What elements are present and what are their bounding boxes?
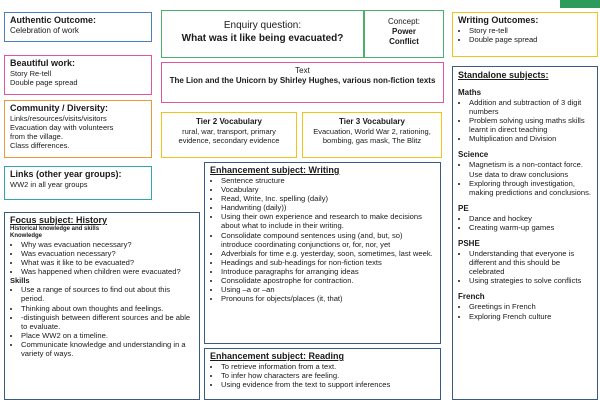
- text-label: Text: [295, 66, 310, 75]
- reading-item: • Using evidence from the text to support inferences: [221, 380, 435, 389]
- enquiry-box: [161, 10, 364, 58]
- writing-title: Enhancement subject: Writing: [210, 165, 340, 175]
- knowledge-item: • Why was evacuation necessary?: [21, 240, 194, 249]
- french-item: • Greetings in French: [469, 302, 592, 311]
- writing-item: • Pronouns for objects/places (it, that): [221, 294, 435, 303]
- skills-item: • -distinguish between different sources and be able to evaluate.: [21, 313, 194, 331]
- authentic-outcome-box: [4, 12, 152, 42]
- pshe-item: • Understanding that everyone is different and this should be celebrated: [469, 249, 592, 276]
- writing-item: • Adverbials for time e.g. yesterday, soon, sometimes, last week.: [221, 249, 435, 258]
- maths-item: • Addition and subtraction of 3 digit numbers: [469, 98, 592, 116]
- skills-item: • Communicate knowledge and understanding in a variety of ways.: [21, 340, 194, 358]
- standalone-box: [452, 66, 598, 400]
- writing-outcome-item: • Story re-tell: [469, 26, 592, 35]
- tier2-text: rural, war, transport, primary evidence, secondary evidence: [178, 127, 280, 145]
- text-box: [161, 62, 444, 103]
- links-box: [4, 166, 152, 200]
- science-title: Science: [458, 150, 489, 160]
- writing-item: • Consolidate apostrophe for contraction.: [221, 276, 435, 285]
- beautiful-work-box: [4, 55, 152, 95]
- writing-item: • Handwriting (daily)): [221, 203, 435, 212]
- concept-label: Concept:: [387, 17, 421, 26]
- concept-item-conflict: Conflict: [389, 37, 419, 46]
- pe-item: • Creating warm-up games: [469, 223, 592, 232]
- reading-item: • To retrieve information from a text.: [221, 362, 435, 371]
- tier2-title: Tier 2 Vocabulary: [196, 117, 262, 126]
- community-line: Evacuation day with volunteers: [10, 123, 114, 132]
- school-logo: [560, 0, 600, 8]
- tier3-vocabulary-box: [302, 112, 442, 158]
- pshe-item: • Using strategies to solve conflicts: [469, 276, 592, 285]
- writing-item: • Read, Write, Inc. spelling (daily): [221, 194, 435, 203]
- skills-item: • Thinking about own thoughts and feelings.: [21, 304, 194, 313]
- science-item: • Magnetism is a non-contact force. Use data to draw conclusions: [469, 160, 592, 178]
- maths-title: Maths: [458, 88, 482, 97]
- skills-item: • Place WW2 on a timeline.: [21, 331, 194, 340]
- writing-outcomes-title: Writing Outcomes:: [458, 15, 539, 25]
- knowledge-item: • Was evacuation necessary?: [21, 249, 194, 258]
- text-content: The Lion and the Unicorn by Shirley Hughes, various non-fiction texts: [169, 76, 436, 85]
- reading-title: Enhancement subject: Reading: [210, 351, 345, 361]
- beautiful-work-line: Double page spread: [10, 78, 78, 87]
- enquiry-label: Enquiry question:: [223, 20, 302, 31]
- beautiful-work-line: Story Re-tell: [10, 69, 52, 78]
- skills-item: • Use a range of sources to find out about this period.: [21, 285, 194, 303]
- focus-title: Focus subject: History: [10, 215, 108, 225]
- tier2-vocabulary-box: [161, 112, 297, 158]
- community-line: Links/resources/visits/visitors: [10, 114, 107, 123]
- links-title: Links (other year groups):: [10, 169, 122, 179]
- authentic-outcome-text: Celebration of work: [10, 26, 79, 35]
- french-item: • Exploring French culture: [469, 312, 592, 321]
- tier3-title: Tier 3 Vocabulary: [339, 117, 405, 126]
- writing-item: • Headings and sub-headings for non-fiction texts: [221, 258, 435, 267]
- writing-item: • Sentence structure: [221, 176, 435, 185]
- standalone-title: Standalone subjects:: [458, 70, 549, 80]
- focus-sub2: Knowledge: [10, 233, 43, 239]
- tier3-text: Evacuation, World War 2, rationing, bombing, gas mask, The Blitz: [313, 127, 431, 145]
- writing-outcomes-box: [452, 12, 598, 57]
- enquiry-question: What was it like being evacuated?: [181, 33, 344, 44]
- writing-item: • Introduce paragraphs for arranging ideas: [221, 267, 435, 276]
- pshe-title: PSHE: [458, 239, 480, 249]
- writing-item: • Using their own experience and research to make decisions about what to include in their writing.: [221, 212, 435, 230]
- community-box: [4, 100, 152, 158]
- french-title: French: [458, 292, 485, 302]
- community-line: from the village.: [10, 132, 63, 141]
- reading-enhancement-box: [204, 348, 441, 400]
- knowledge-item: • Was happened when children were evacuated?: [21, 267, 194, 276]
- writing-item: • Using –a or –an: [221, 285, 435, 294]
- writing-enhancement-box: [204, 162, 441, 344]
- focus-history-box: [4, 212, 200, 400]
- pe-title: PE: [458, 203, 469, 213]
- beautiful-work-title: Beautiful work:: [10, 58, 76, 68]
- focus-sub1: Historical knowledge and skills: [10, 226, 100, 232]
- community-title: Community / Diversity:: [10, 103, 109, 113]
- reading-item: • To infer how characters are feeling.: [221, 371, 435, 380]
- science-item: • Exploring through investigation, making predictions and conclusions.: [469, 179, 592, 197]
- skills-title: Skills: [10, 276, 30, 286]
- links-text: WW2 in all year groups: [10, 180, 88, 189]
- authentic-outcome-title: Authentic Outcome:: [10, 15, 97, 25]
- concept-item-power: Power: [391, 27, 416, 36]
- knowledge-item: • What was it like to be evacuated?: [21, 258, 194, 267]
- concept-box: [364, 10, 444, 58]
- community-line: Class differences.: [10, 141, 70, 150]
- writing-item: • Consolidate compound sentences using (and, but, so) introduce coordinating conjunctions or, for, nor, yet: [221, 231, 435, 249]
- writing-outcome-item: • Double page spread: [469, 35, 592, 44]
- maths-item: • Multiplication and Division: [469, 134, 592, 143]
- pe-item: • Dance and hockey: [469, 214, 592, 223]
- writing-item: • Vocabulary: [221, 185, 435, 194]
- maths-item: • Problem solving using maths skills learnt in direct teaching: [469, 116, 592, 134]
